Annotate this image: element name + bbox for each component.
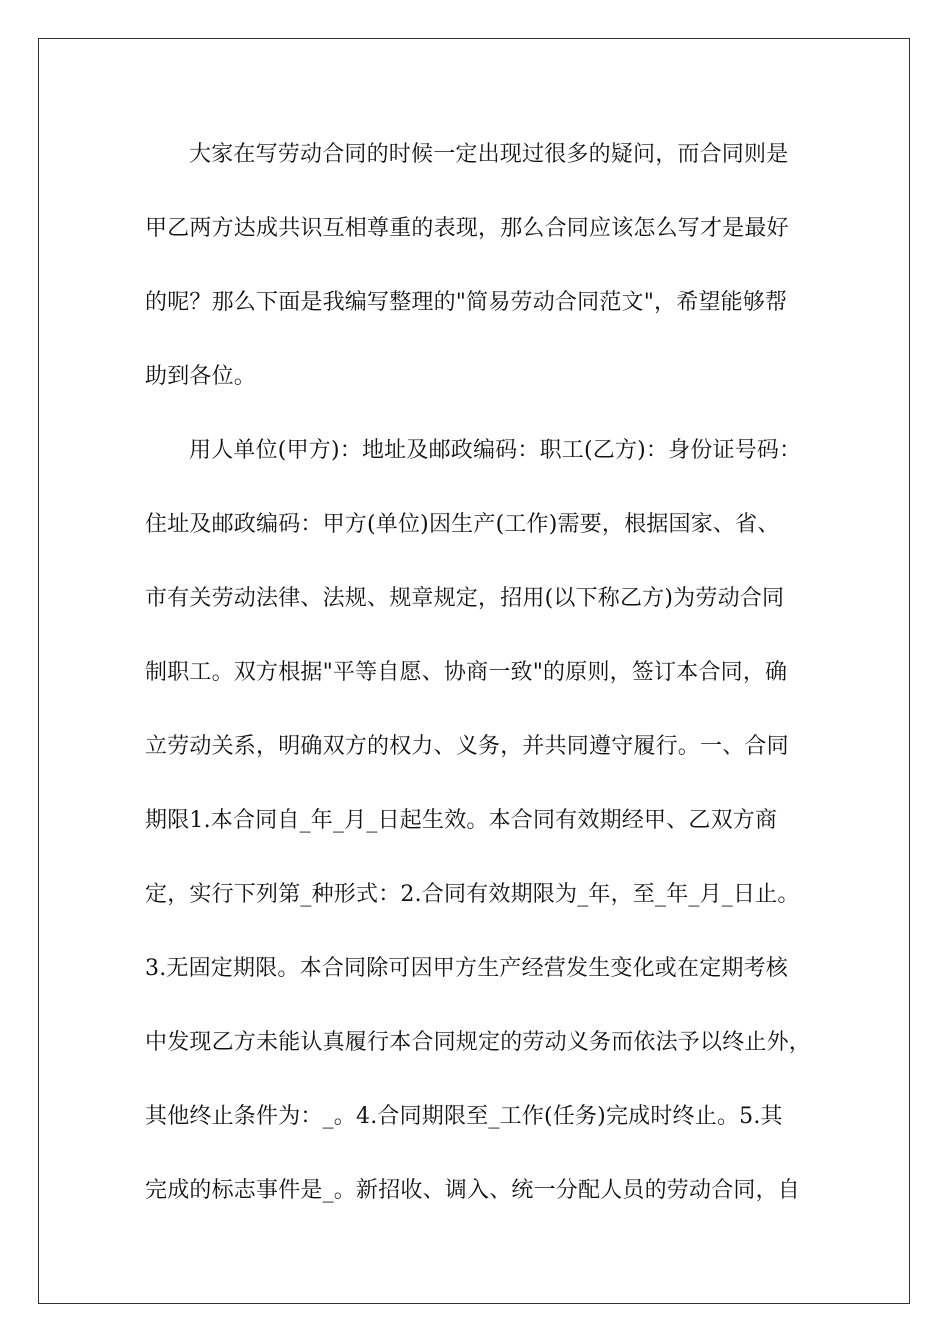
paragraph-contract — [145, 414, 815, 1228]
text-line: 3.无固定期限。本合同除可因甲方生产经营发生变化或在定期考核 — [145, 956, 788, 981]
paragraph-intro — [145, 118, 815, 414]
text-line: 其他终止条件为：_。4.合同期限至_工作(任务)完成时终止。5.其 — [145, 1104, 783, 1129]
text-line: 立劳动关系，明确双方的权力、义务，并共同遵守履行。一、合同 — [145, 734, 789, 759]
text-line: 定，实行下列第_种形式：2.合同有效期限为_年，至_年_月_日止。 — [145, 882, 800, 907]
text-line: 制职工。双方根据"平等自愿、协商一致"的原则，签订本合同，确 — [145, 660, 788, 685]
text-line: 的呢？那么下面是我编写整理的"简易劳动合同范文"，希望能够帮 — [145, 290, 788, 315]
text-line: 中发现乙方未能认真履行本合同规定的劳动义务而依法予以终止外， — [145, 1030, 812, 1055]
text-line: 完成的标志事件是_。新招收、调入、统一分配人员的劳动合同，自 — [145, 1178, 801, 1203]
text-line: 住址及邮政编码：甲方(单位)因生产(工作)需要，根据国家、省、 — [145, 512, 780, 537]
document-body — [145, 118, 815, 1228]
text-line: 大家在写劳动合同的时候一定出现过很多的疑问，而合同则是 — [189, 142, 789, 167]
text-line: 助到各位。 — [145, 364, 257, 389]
text-line: 期限1.本合同自_年_月_日起生效。本合同有效期经甲、乙双方商 — [145, 808, 778, 833]
text-line: 甲乙两方达成共识互相尊重的表现，那么合同应该怎么写才是最好 — [145, 216, 789, 241]
text-line: 用人单位(甲方)：地址及邮政编码：职工(乙方)：身份证号码： — [189, 438, 802, 463]
text-line: 市有关劳动法律、法规、规章规定，招用(以下称乙方)为劳动合同 — [145, 586, 785, 611]
